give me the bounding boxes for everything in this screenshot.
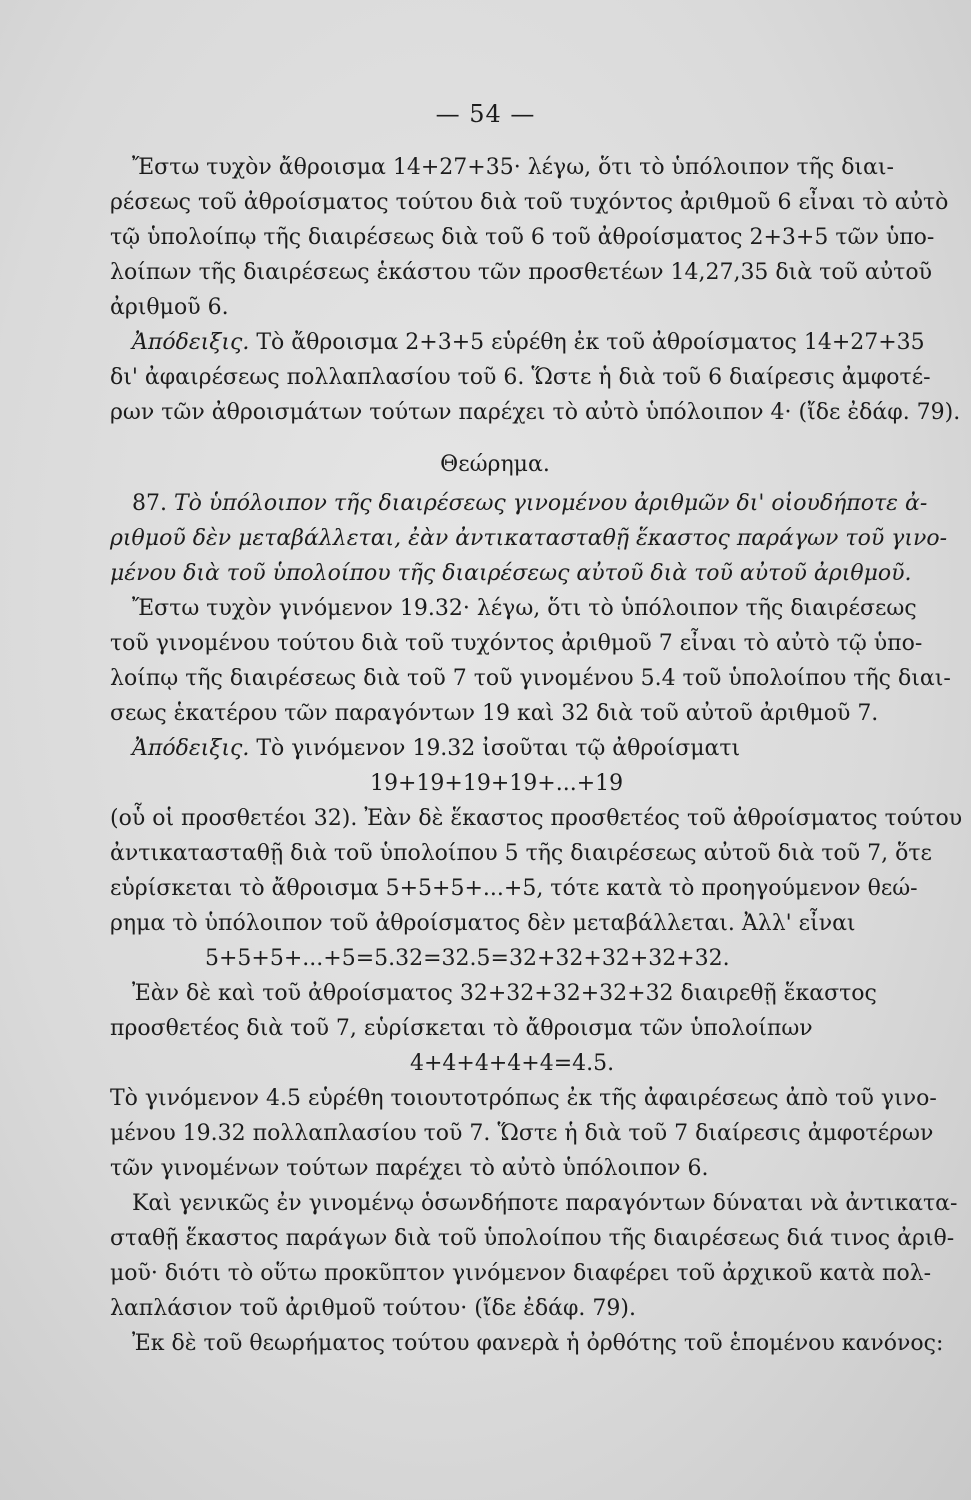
text-line: Ἔστω τυχὸν γινόμενον 19.32· λέγω, ὅτι τὸ ὑπόλοιπον τῆς διαιρέσεως <box>132 596 917 621</box>
text-line: (οὗ οἱ προσθετέοι 32). Ἐὰν δὲ ἕκαστος προσθετέος τοῦ ἀθροίσματος τούτου <box>110 806 963 831</box>
text-line: μοῦ· διότι τὸ οὕτω προκῦπτον γινόμενον διαφέρει τοῦ ἀρχικοῦ κατὰ πολ- <box>110 1261 932 1286</box>
page-body <box>110 150 963 1361</box>
proof-label: Ἀπόδειξις. <box>132 736 250 761</box>
theorem-text: Τὸ ὑπόλοιπον τῆς διαιρέσεως γινομένου ἀριθμῶν δι' οἱουδήποτε ἀ- <box>174 491 928 516</box>
text-line: ρημα τὸ ὑπόλοιπον τοῦ ἀθροίσματος δὲν μεταβάλλεται. Ἀλλ' εἶναι <box>110 911 856 936</box>
text-line: ἀριθμοῦ 6. <box>110 295 229 320</box>
text-line: εὑρίσκεται τὸ ἄθροισμα 5+5+5+...+5, τότε κατὰ τὸ προηγούμενον θεώ- <box>110 876 918 901</box>
text-line: λοίπων τῆς διαιρέσεως ἑκάστου τῶν προσθετέων 14,27,35 διὰ τοῦ αὐτοῦ <box>110 260 932 285</box>
text-line: ἀντικατασταθῇ διὰ τοῦ ὑπολοίπου 5 τῆς διαιρέσεως αὐτοῦ διὰ τοῦ 7, ὅτε <box>110 841 932 866</box>
equation: 4+4+4+4+4=4.5. <box>410 1051 615 1076</box>
theorem-number: 87. <box>132 491 167 516</box>
page-number: — 54 — <box>435 100 536 128</box>
text-line: τῶν γινομένων τούτων παρέχει τὸ αὐτὸ ὑπόλοιπον 6. <box>110 1156 709 1181</box>
proof-text: Τὸ ἄθροισμα 2+3+5 εὑρέθη ἐκ τοῦ ἀθροίσματος 14+27+35 <box>256 330 925 355</box>
text-line: σταθῇ ἕκαστος παράγων διὰ τοῦ ὑπολοίπου τῆς διαιρέσεως διά τινος ἀριθ- <box>110 1226 955 1251</box>
text-line: τῷ ὑπολοίπῳ τῆς διαιρέσεως διὰ τοῦ 6 τοῦ ἀθροίσματος 2+3+5 τῶν ὑπο- <box>110 225 935 250</box>
text-line: Καὶ γενικῶς ἐν γινομένῳ ὁσωνδήποτε παραγόντων δύναται νὰ ἀντικατα- <box>132 1191 958 1216</box>
text-line: λαπλάσιον τοῦ ἀριθμοῦ τούτου· (ἴδε ἐδάφ. 79). <box>110 1296 636 1321</box>
proof-label: Ἀπόδειξις. <box>132 330 250 355</box>
theorem-heading: Θεώρημα. <box>440 452 550 477</box>
text-line: μένου 19.32 πολλαπλασίου τοῦ 7. Ὥστε ἡ διὰ τοῦ 7 διαίρεσις ἀμφοτέρων <box>110 1121 934 1146</box>
text-line: τοῦ γινομένου τούτου διὰ τοῦ τυχόντος ἀριθμοῦ 7 εἶναι τὸ αὐτὸ τῷ ὑπο- <box>110 631 923 656</box>
text-line: Ἔστω τυχὸν ἄθροισμα 14+27+35· λέγω, ὅτι τὸ ὑπόλοιπον τῆς διαι- <box>132 155 894 180</box>
theorem-line: μένου διὰ τοῦ ὑπολοίπου τῆς διαιρέσεως αὐτοῦ διὰ τοῦ αὐτοῦ ἀριθμοῦ. <box>110 561 912 586</box>
proof-line <box>110 325 960 360</box>
proof-text: Τὸ γινόμενον 19.32 ἰσοῦται τῷ ἀθροίσματι <box>256 736 741 761</box>
text-line: ρέσεως τοῦ ἀθροίσματος τούτου διὰ τοῦ τυχόντος ἀριθμοῦ 6 εἶναι τὸ αὐτὸ <box>110 190 949 215</box>
proof-line <box>110 731 960 766</box>
theorem-line <box>110 486 960 521</box>
equation: 5+5+5+...+5=5.32=32.5=32+32+32+32+32. <box>205 946 730 971</box>
text-line: Τὸ γινόμενον 4.5 εὑρέθη τοιουτοτρόπως ἐκ τῆς ἀφαιρέσεως ἀπὸ τοῦ γινο- <box>110 1086 937 1111</box>
text-line: προσθετέος διὰ τοῦ 7, εὑρίσκεται τὸ ἄθροισμα τῶν ὑπολοίπων <box>110 1016 813 1041</box>
text-line: Ἐκ δὲ τοῦ θεωρήματος τούτου φανερὰ ἡ ὀρθότης τοῦ ἑπομένου κανόνος: <box>132 1331 944 1356</box>
text-line: λοίπῳ τῆς διαιρέσεως διὰ τοῦ 7 τοῦ γινομένου 5.4 τοῦ ὑπολοίπου τῆς διαι- <box>110 666 951 691</box>
text-line: σεως ἑκατέρου τῶν παραγόντων 19 καὶ 32 διὰ τοῦ αὐτοῦ ἀριθμοῦ 7. <box>110 701 879 726</box>
text-line: δι' ἀφαιρέσεως πολλαπλασίου τοῦ 6. Ὥστε ἡ διὰ τοῦ 6 διαίρεσις ἀμφοτέ- <box>110 365 931 390</box>
equation: 19+19+19+19+...+19 <box>370 771 624 796</box>
text-line: ρων τῶν ἀθροισμάτων τούτων παρέχει τὸ αὐτὸ ὑπόλοιπον 4· (ἴδε ἐδάφ. 79). <box>110 400 961 425</box>
theorem-line: ριθμοῦ δὲν μεταβάλλεται, ἐὰν ἀντικατασταθῇ ἕκαστος παράγων τοῦ γινο- <box>110 526 948 551</box>
text-line: Ἐὰν δὲ καὶ τοῦ ἀθροίσματος 32+32+32+32+32 διαιρεθῇ ἕκαστος <box>132 981 877 1006</box>
